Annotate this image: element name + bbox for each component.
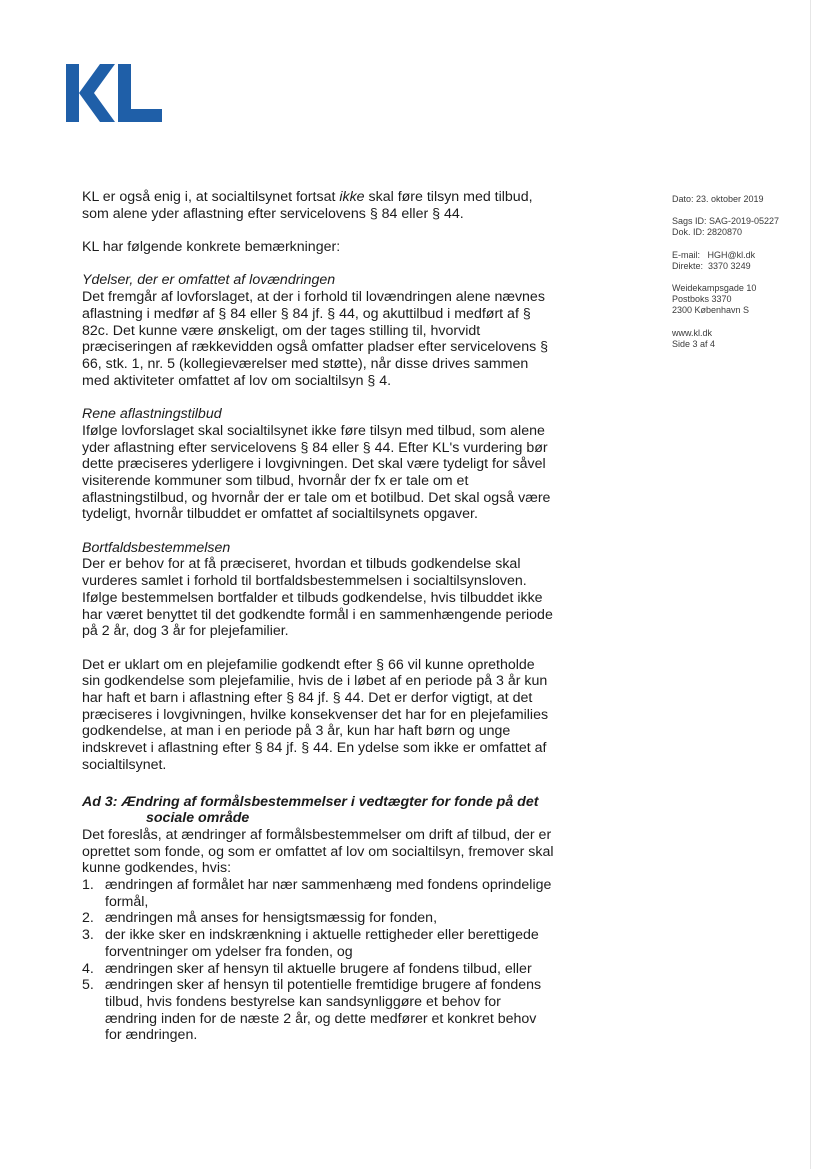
scan-edge-line — [810, 0, 811, 1169]
section-heading-aflastning: Rene aflastningstilbud — [82, 406, 222, 423]
section-text-bortfald: Der er behov for at få præciseret, hvordan et tilbuds godkendelse skal vurderes samlet i forhold til bortfaldsbestemmelsen i socialtilsynsloven. Ifølge bestemmelsen bortfalder et tilbuds godkendelse, hvis tilbuddet ikke har været benyttet til det godkendte formål i en sammenhængende periode på 2 år, dog 3 år for plejefamilier. — [82, 556, 553, 640]
address-street: Weidekampsgade 10 — [672, 283, 757, 294]
list-item: 1. ændringen af formålet har nær sammenhæng med fondens oprindelige formål, — [82, 877, 552, 910]
kl-logo-mark — [66, 62, 166, 126]
section-text-aflastning: Ifølge lovforslaget skal socialtilsynet ikke føre tilsyn med tilbud, som alene yder aflastning efter servicelovens § 84 eller § 44. Efter KL's vurdering bør dette præciseres yderligere i lovgivningen. Det skal være tydeligt for såvel visiterende kommuner som tilbud, hvornår der fx er tale om et aflastningstilbud, og hvornår der er tale om et botilbud. Det skal også være tydeligt, hvornår tilbuddet er omfattet af socialtilsynets opgaver. — [82, 422, 551, 523]
plejefamilie-paragraph: Det er uklart om en plejefamilie godkendt efter § 66 vil kunne opretholde sin godkendelse som plejefamilie, hvis de i løbet af en periode på 3 år kun har haft et barn i aflastning efter § 84 jf. § 44. Det er derfor vigtigt, at det præciseres i lovgivningen, hvilke konsekvenser det har for en plejefamilies godkendelse, at man i en periode på 3 år, kun har haft børn og unge indskrevet i aflastning efter § 84 jf. § 44. En ydelse som ikke er omfattet af socialtilsynet. — [82, 656, 549, 773]
intro-paragraph: KL er også enig i, at socialtilsynet fortsat ikke skal føre tilsyn med tilbud, som alene yder aflastning efter servicelovens § 84 eller § 44. — [82, 189, 533, 222]
ad3-heading: Ad 3: Ændring af formålsbestemmelser i vedtægter for fonde på det sociale område — [82, 793, 539, 827]
sidebar-metadata — [672, 194, 812, 361]
list-item: 2. ændringen må anses for hensigtsmæssig for fonden, — [82, 910, 438, 927]
remarks-intro: KL har følgende konkrete bemærkninger: — [82, 239, 341, 256]
address-pobox: Postboks 3370 — [672, 294, 732, 305]
section-heading-bortfald: Bortfaldsbestemmelsen — [82, 539, 231, 556]
page-number: Side 3 af 4 — [672, 338, 716, 349]
date: Dato: 23. oktober 2019 — [672, 194, 764, 204]
address-city: 2300 København S — [672, 305, 750, 316]
email-link[interactable]: HGH@kl.dk — [707, 249, 756, 260]
letter-body — [82, 189, 556, 1044]
conditions-list — [82, 877, 556, 1044]
email-row: E-mail: HGH@kl.dk — [672, 249, 756, 260]
kl-logo — [66, 62, 166, 126]
list-item: 5. ændringen sker af hensyn til potentielle fremtidige brugere af fondens tilbud, hvis fondens bestyrelse kan sandsynliggøre et behov for ændring inden for de næste 2 år, og dette medfører et konkret behov for ændringen. — [82, 977, 542, 1044]
list-item: 4. ændringen sker af hensyn til aktuelle brugere af fondens tilbud, eller — [82, 960, 532, 977]
case-id: Sags ID: SAG-2019-05227 — [672, 216, 780, 227]
ad3-text: Det foreslås, at ændringer af formålsbestemmelser om drift af tilbud, der er oprettet som fonde, og som er omfattet af lov om socialtilsyn, fremover skal kunne godkendes, hvis: — [82, 826, 554, 877]
website-link[interactable]: www.kl.dk — [672, 327, 713, 338]
document-id: Dok. ID: 2820870 — [672, 227, 743, 238]
section-heading-ydelser: Ydelser, der er omfattet af lovændringen — [82, 272, 336, 289]
section-text-ydelser: Det fremgår af lovforslaget, at der i forhold til lovændringen alene nævnes aflastning i medfør af § 84 eller § 84 jf. § 44, og akuttilbud i medført af § 82c. Det kunne være ønskeligt, om der tages stilling til, hvorvidt præciseringen af rækkevidden også omfatter pladser efter servicelovens § 66, stk. 1, nr. 5 (kollegieværelser med støtte), når disse drives sammen med aktiviteter omfattet af lov om socialtilsyn § 4. — [82, 289, 549, 389]
list-item: 3. der ikke sker en indskrænkning i aktuelle rettigheder eller berettigede forventninger om ydelser fra fonden, og — [82, 927, 539, 960]
phone-row: Direkte: 3370 3249 — [672, 260, 751, 271]
